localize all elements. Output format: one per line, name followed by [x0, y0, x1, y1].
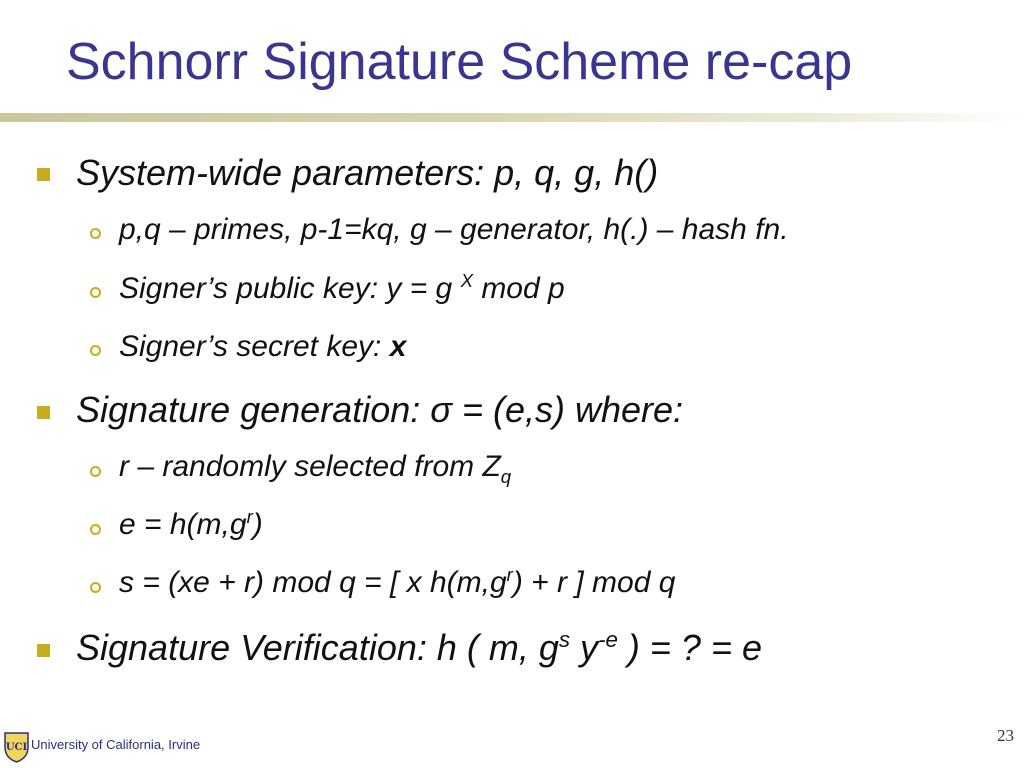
square-bullet-icon	[37, 168, 50, 181]
s-value-exponent: r	[506, 564, 513, 585]
bullet-signature-verification	[76, 627, 762, 669]
verification-exponent-s: s	[558, 627, 571, 652]
square-bullet-icon	[37, 644, 50, 657]
circle-bullet-icon	[90, 228, 101, 239]
sub-bullet-secret-key	[119, 330, 406, 364]
page-number: 23	[997, 726, 1014, 745]
secret-key-value: x	[389, 330, 407, 363]
circle-bullet-icon	[90, 287, 101, 298]
sub-bullet-primes: p,q – primes, p-1=kq, g – generator, h(.) – hash fn.	[119, 213, 789, 246]
verification-result: ) = ? = e	[617, 627, 762, 668]
circle-bullet-icon	[90, 466, 101, 477]
footer-institution: University of California, Irvine	[31, 737, 201, 752]
verification-y: y	[570, 627, 599, 668]
sub-bullet-random-r	[119, 450, 512, 487]
circle-bullet-icon	[90, 345, 101, 356]
s-value-rest: ) + r ] mod q	[512, 566, 676, 599]
slide-title: Schnorr Signature Scheme re-cap	[66, 33, 853, 91]
public-key-mod: mod p	[472, 272, 565, 305]
s-value-text: s = (xe + r) mod q = [ x h(m,g	[119, 566, 507, 599]
square-bullet-icon	[37, 406, 50, 419]
secret-key-text: Signer’s secret key:	[119, 330, 390, 363]
e-hash-text: e = h(m,g	[119, 508, 247, 541]
e-hash-exponent: r	[246, 506, 253, 527]
random-r-subscript: q	[500, 466, 512, 487]
bullet-signature-generation: Signature generation: σ = (e,s) where:	[76, 389, 684, 430]
uci-seal-text: UCI	[5, 742, 28, 753]
circle-bullet-icon	[90, 524, 101, 535]
e-hash-close: )	[252, 508, 263, 541]
public-key-exponent: X	[460, 270, 473, 291]
public-key-text: Signer’s public key: y = g	[119, 272, 461, 305]
verification-exponent-e: -e	[598, 627, 618, 652]
sub-bullet-public-key	[119, 272, 565, 306]
bullet-system-parameters: System-wide parameters: p, q, g, h()	[76, 152, 659, 193]
uci-seal-icon	[3, 729, 30, 763]
verification-text: Signature Verification: h ( m, g	[76, 627, 559, 668]
circle-bullet-icon	[90, 582, 101, 593]
random-r-text: r – randomly selected from Z	[119, 450, 501, 483]
sub-bullet-s-value	[119, 566, 675, 600]
sub-bullet-e-hash	[119, 508, 263, 542]
